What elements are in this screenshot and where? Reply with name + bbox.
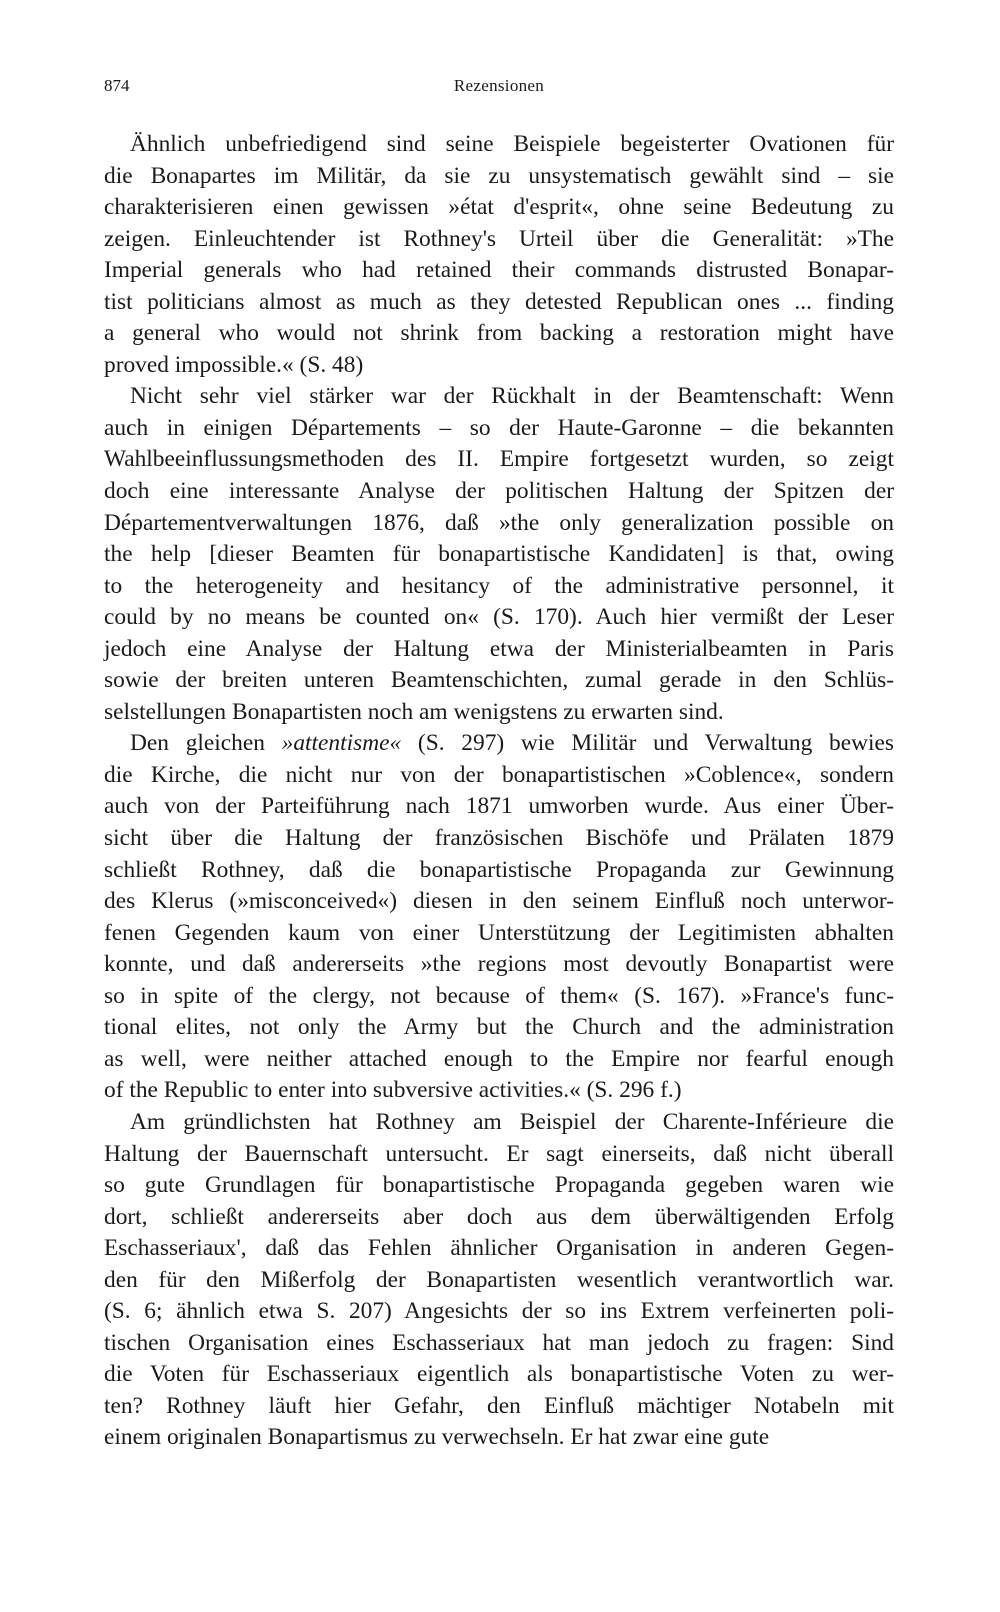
text-line: Ähnlich unbefriedigend sind seine Beispiele begeisterter Ovationen für (130, 131, 894, 157)
text-line: a general who would not shrink from backing a restoration might have (104, 320, 894, 347)
text-line: as well, were neither attached enough to the Empire nor fearful enough (104, 1045, 894, 1072)
text-line: so gute Grundlagen für bonapartistische Propaganda gegeben waren wie (104, 1172, 894, 1199)
page-number: 874 (104, 76, 130, 95)
text-line: Nicht sehr viel stärker war der Rückhalt in der Beamtenschaft: Wenn (130, 383, 894, 410)
emphasized-term: »attentisme« (281, 730, 402, 757)
text-line: Haltung der Bauernschaft untersucht. Er sagt einerseits, daß nicht überall (104, 1140, 894, 1167)
text-line: charakterisieren einen gewissen »état d'esprit«, ohne seine Bedeutung zu (104, 194, 894, 221)
text-line: auch in einigen Départements – so der Haute-Garonne – die bekannten (104, 414, 894, 441)
text-line: proved impossible.« (S. 48) (104, 351, 364, 378)
text-line: sicht über die Haltung der französischen Bischöfe und Prälaten 1879 (104, 825, 894, 852)
text-line: den für den Mißerfolg der Bonapartisten wesentlich verantwortlich war. (104, 1266, 894, 1293)
text-line: Eschasseriaux', daß das Fehlen ähnlicher Organisation in anderen Gegen- (104, 1235, 894, 1262)
text-line: sowie der breiten unteren Beamtenschichten, zumal gerade in den Schlüs- (104, 667, 894, 694)
text-line: Départementverwaltungen 1876, daß »the only generalization possible on (104, 509, 894, 536)
text-line: doch eine interessante Analyse der politischen Haltung der Spitzen der (104, 478, 894, 505)
text-line: Am gründlichsten hat Rothney am Beispiel der Charente-Inférieure die (130, 1108, 894, 1135)
paragraph (104, 728, 894, 1107)
text-line: could by no means be counted on« (S. 170). Auch hier vermißt der Leser (104, 604, 894, 631)
text-line: tischen Organisation eines Eschasseriaux hat man jedoch zu fragen: Sind (104, 1329, 894, 1356)
text-line: dort, schließt andererseits aber doch aus dem überwältigenden Erfolg (104, 1203, 894, 1230)
text-line: konnte, und daß andererseits »the regions most devoutly Bonapartist were (104, 951, 894, 978)
page-header (104, 76, 894, 100)
text-line: tist politicians almost as much as they detested Republican ones ... finding (104, 288, 894, 315)
paragraph (104, 129, 894, 381)
text-line: ten? Rothney läuft hier Gefahr, den Einfluß mächtiger Notabeln mit (104, 1392, 894, 1419)
text-line: die Bonapartes im Militär, da sie zu unsystematisch gewählt sind – sie (104, 162, 894, 189)
text-line: so in spite of the clergy, not because of them« (S. 167). »France's func- (104, 982, 894, 1009)
text-line: of the Republic to enter into subversive activities.« (S. 296 f.) (104, 1077, 682, 1104)
text-line: schließt Rothney, daß die bonapartistische Propaganda zur Gewinnung (104, 856, 894, 883)
text-line: die Kirche, die nicht nur von der bonapartistischen »Coblence«, sondern (104, 761, 894, 788)
text-line: selstellungen Bonapartisten noch am wenigstens zu erwarten sind. (104, 698, 724, 725)
text-line: jedoch eine Analyse der Haltung etwa der Ministerialbeamten in Paris (104, 635, 894, 662)
text-line: einem originalen Bonapartismus zu verwechseln. Er hat zwar eine gute (104, 1424, 770, 1451)
text-line: Den gleichen »attentisme« (S. 297) wie Militär und Verwaltung bewies (130, 730, 894, 757)
paragraph (104, 381, 894, 728)
text-line: die Voten für Eschasseriaux eigentlich als bonapartistische Voten zu wer- (104, 1361, 894, 1388)
text-line: the help [dieser Beamten für bonapartistische Kandidaten] is that, owing (104, 541, 894, 568)
text-line: (S. 6; ähnlich etwa S. 207) Angesichts der so ins Extrem verfeinerten poli- (104, 1298, 894, 1325)
running-head: Rezensionen (453, 76, 545, 95)
text-line: des Klerus (»misconceived«) diesen in den seinem Einfluß noch unterwor- (104, 888, 894, 915)
paragraph (104, 1107, 894, 1454)
text-line: fenen Gegenden kaum von einer Unterstützung der Legitimisten abhalten (104, 919, 894, 946)
text-line: zeigen. Einleuchtender ist Rothney's Urteil über die Generalität: »The (104, 225, 894, 252)
text-line: auch von der Parteiführung nach 1871 umworben wurde. Aus einer Über- (104, 793, 894, 820)
body-text (104, 129, 894, 1454)
text-line: Imperial generals who had retained their commands distrusted Bonapar- (104, 257, 894, 284)
text-line: to the heterogeneity and hesitancy of the administrative personnel, it (104, 572, 894, 599)
text-line: Wahlbeeinflussungsmethoden des II. Empire fortgesetzt wurden, so zeigt (104, 446, 894, 473)
text-line: tional elites, not only the Army but the Church and the administration (104, 1014, 894, 1041)
